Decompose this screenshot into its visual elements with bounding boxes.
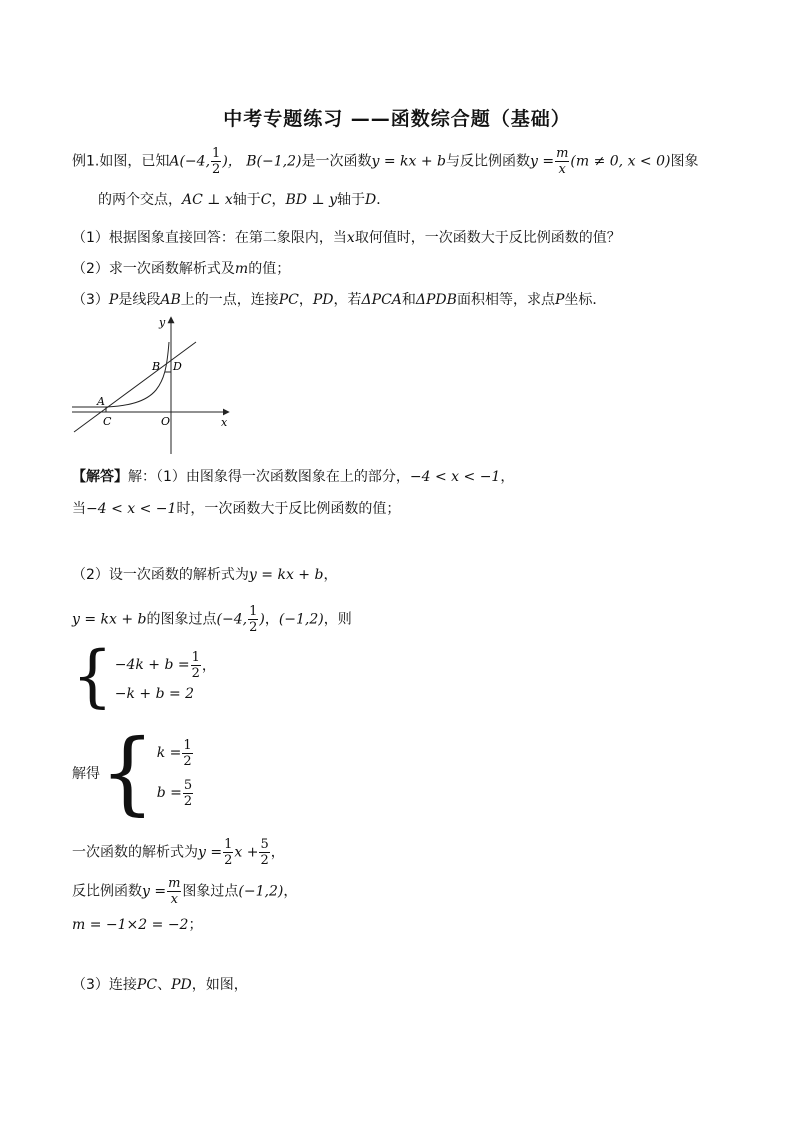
solution-system: 解得 { k = $\frac{1}{2}$ b = $\frac{5}{2}$ <box>72 720 193 826</box>
question-3: （3）P是线段AB上的一点，连接PC，PD，若ΔPCA和ΔPDB面积相等，求点P坐标． <box>72 292 607 308</box>
function-graph-figure <box>68 312 238 462</box>
label-o: O <box>161 415 171 428</box>
problem-line-2: 的两个交点，AC ⊥ x轴于C，BD ⊥ y轴于D． <box>98 192 391 208</box>
linear-function-result: 一次函数的解析式为y = $\frac{1}{2}$ x + $\frac{5}{2}$ ， <box>72 837 285 868</box>
inverse-function-curve <box>106 342 169 407</box>
solution-part-2-intro: （2）设一次函数的解析式为y = kx + b， <box>72 567 338 583</box>
problem-line-1: 例1.如图，已知A(−4, $\frac{1}{2}$ )， B(−1,2)是一次函数y = kx + b与反比例函数y = $\frac{m}{x}$ (m ≠ 0, x < 0)图象 <box>72 146 699 177</box>
inverse-function-point: 反比例函数y = $\frac{m}{x}$ 图象过点(−1,2)， <box>72 876 298 907</box>
solution-part-1: 【解答】解：（1）由图象得一次函数图象在上的部分，−4 < x < −1， <box>72 469 515 485</box>
problem-label: 例1. <box>72 153 100 170</box>
document-title: 中考专题练习 ——函数综合题（基础） <box>223 108 571 130</box>
solution-part-1-conclusion: 当−4 < x < −1时，一次函数大于反比例函数的值； <box>72 501 401 517</box>
linear-function-line <box>74 342 196 432</box>
question-1: （1）根据图象直接回答：在第二象限内，当x取何值时，一次函数大于反比例函数的值？ <box>72 230 621 246</box>
m-value-result: m = −1×2 = −2； <box>72 917 203 933</box>
label-a: A <box>97 395 105 408</box>
label-x: x <box>221 416 228 429</box>
solution-part-3: （3）连接PC、PD，如图， <box>72 977 248 993</box>
fraction: $\frac{1}{2}$ <box>212 146 221 177</box>
equation-system: { −4k + b = $\frac{1}{2}$ ， −k + b = 2 <box>72 638 216 716</box>
fraction: $\frac{m}{x}$ <box>556 146 569 177</box>
solution-part-2-points: y = kx + b的图象过点(−4, $\frac{1}{2}$ )，(−1,2)，则 <box>72 604 352 635</box>
label-y: y <box>159 316 166 329</box>
label-d: D <box>173 360 182 373</box>
question-2: （2）求一次函数解析式及m的值； <box>72 261 291 277</box>
label-c: C <box>103 415 112 428</box>
label-b: B <box>152 360 161 373</box>
